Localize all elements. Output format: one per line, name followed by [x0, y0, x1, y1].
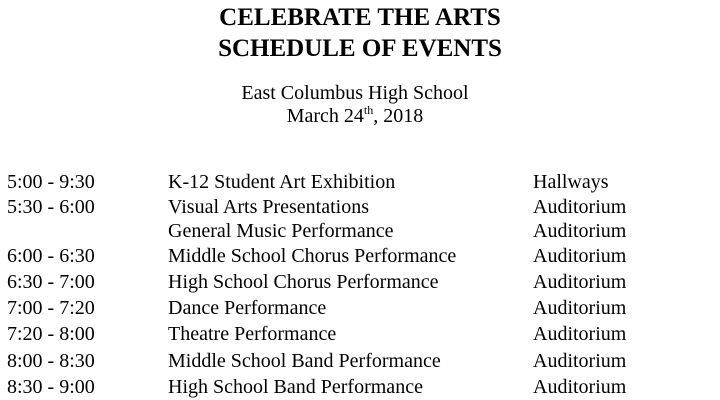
- row-event: Theatre Performance: [168, 323, 337, 345]
- date-year: , 2018: [373, 105, 424, 127]
- schedule-row: [0, 296, 720, 320]
- row-location: Auditorium: [533, 350, 627, 372]
- row-location: Auditorium: [533, 220, 627, 242]
- schedule-row: [0, 219, 720, 243]
- row-event: K-12 Student Art Exhibition: [168, 171, 396, 193]
- row-event: Middle School Chorus Performance: [168, 245, 457, 267]
- row-time: 7:20 - 8:00: [7, 323, 95, 345]
- row-time: 7:00 - 7:20: [7, 297, 95, 319]
- row-time: 6:30 - 7:00: [7, 271, 95, 293]
- title-line-1: CELEBRATE THE ARTS: [219, 4, 501, 31]
- row-location: Auditorium: [533, 245, 627, 267]
- row-event: Middle School Band Performance: [168, 350, 441, 372]
- schedule-row: [0, 170, 720, 194]
- row-location: Auditorium: [533, 297, 627, 319]
- row-location: Hallways: [533, 171, 609, 193]
- school-name: East Columbus High School: [241, 82, 469, 104]
- row-time: 8:00 - 8:30: [7, 350, 95, 372]
- event-date: [0, 104, 710, 130]
- schedule-row: [0, 375, 720, 399]
- schedule-row: [0, 195, 720, 219]
- row-location: Auditorium: [533, 271, 627, 293]
- title-line-2: SCHEDULE OF EVENTS: [218, 35, 502, 62]
- row-event: Visual Arts Presentations: [168, 196, 370, 218]
- row-location: Auditorium: [533, 376, 627, 398]
- row-time: 6:00 - 6:30: [7, 245, 95, 267]
- date-month-day: March 24: [286, 105, 364, 127]
- row-location: Auditorium: [533, 196, 627, 218]
- schedule-row: [0, 244, 720, 268]
- row-event: Dance Performance: [168, 297, 327, 319]
- row-time: 5:30 - 6:00: [7, 196, 95, 218]
- row-event: High School Chorus Performance: [168, 271, 439, 293]
- row-event: General Music Performance: [168, 220, 394, 242]
- schedule-row: [0, 349, 720, 373]
- schedule-row: [0, 322, 720, 346]
- row-event: High School Band Performance: [168, 376, 423, 398]
- row-location: Auditorium: [533, 323, 627, 345]
- date-suffix: th: [363, 103, 374, 117]
- row-time: 8:30 - 9:00: [7, 376, 95, 398]
- schedule-row: [0, 270, 720, 294]
- row-time: 5:00 - 9:30: [7, 171, 95, 193]
